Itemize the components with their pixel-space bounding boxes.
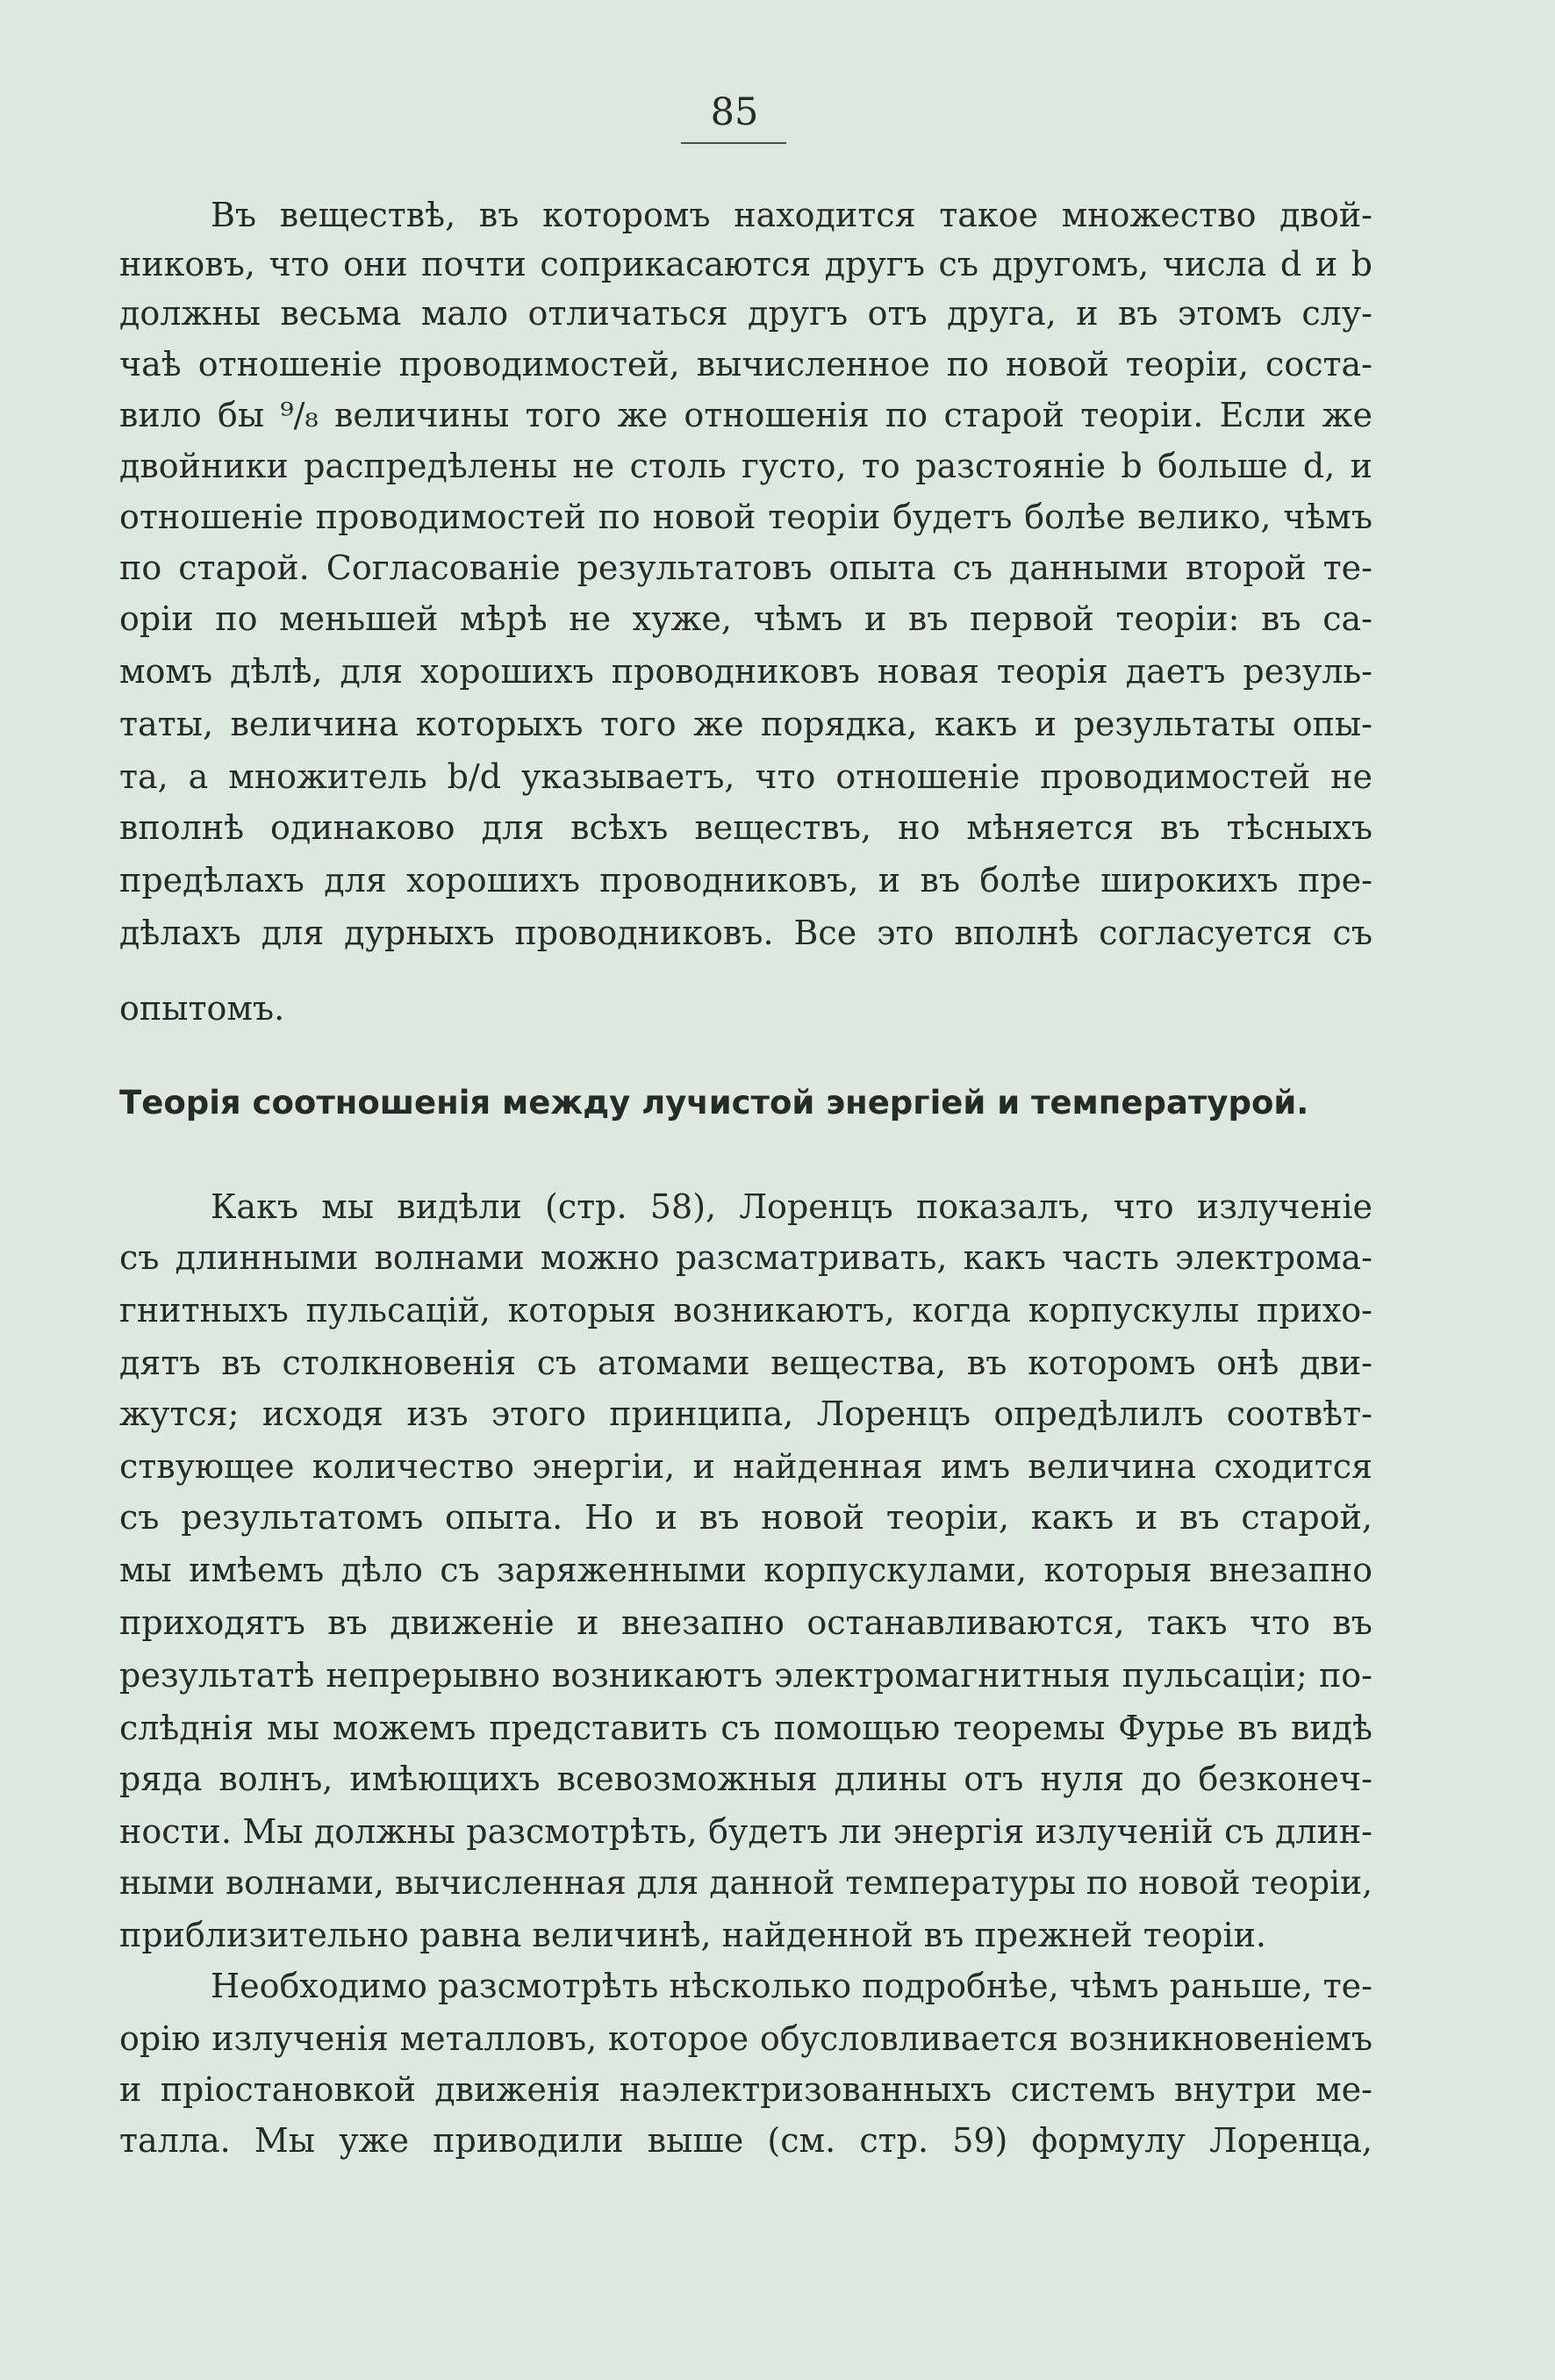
text-line: ряда волнъ, имѣющихъ всевозможныя длины отъ нуля до безконеч- [119, 1760, 1372, 1798]
text-line: слѣднія мы можемъ представить съ помощью теоремы Фурье въ видѣ [119, 1709, 1372, 1747]
text-line: мы имѣемъ дѣло съ заряженными корпускулами, которыя внезапно [119, 1551, 1372, 1589]
text-line: вполнѣ одинаково для всѣхъ веществъ, но мѣняется въ тѣсныхъ [119, 808, 1372, 847]
text-line: вило бы ⁹/₈ величины того же отношенія по старой теоріи. Если же [119, 396, 1372, 434]
text-line: дятъ въ столкновенія съ атомами вещества, въ которомъ онѣ дви- [119, 1344, 1372, 1382]
text-line: предѣлахъ для хорошихъ проводниковъ, и въ болѣе широкихъ пре- [119, 861, 1372, 900]
text-line: приблизительно равна величинѣ, найденной въ прежней теоріи. [119, 1916, 1267, 1954]
text-line: дѣлахъ для дурныхъ проводниковъ. Все это вполнѣ согласуется съ [119, 914, 1372, 952]
text-line: гнитныхъ пульсацій, которыя возникаютъ, когда корпускулы прихо- [119, 1291, 1372, 1330]
text-line: ными волнами, вычисленная для данной температуры по новой теоріи, [119, 1863, 1372, 1902]
text-line: съ результатомъ опыта. Но и въ новой теоріи, какъ и въ старой, [119, 1498, 1372, 1537]
text-line: момъ дѣлѣ, для хорошихъ проводниковъ новая теорія даетъ резуль- [119, 652, 1372, 691]
text-line: жутся; исходя изъ этого принципа, Лоренцъ опредѣлилъ соотвѣт- [119, 1394, 1372, 1433]
text-line: ности. Мы должны разсмотрѣть, будетъ ли энергія излученій съ длин- [119, 1812, 1372, 1851]
text-line: таты, величина которыхъ того же порядка, какъ и результаты опы- [119, 705, 1372, 743]
text-line: оріи по меньшей мѣрѣ не хуже, чѣмъ и въ первой теоріи: въ са- [119, 599, 1372, 638]
text-line: чаѣ отношеніе проводимостей, вычисленное по новой теоріи, соста- [119, 345, 1372, 384]
text-line: должны весьма мало отличаться другъ отъ друга, и въ этомъ слу- [119, 294, 1372, 333]
text-line: приходятъ въ движеніе и внезапно останавливаются, такъ что въ [119, 1603, 1372, 1642]
text-line: двойники распредѣлены не столь густо, то разстояніе b больше d, и [119, 447, 1372, 485]
page-number: 85 [710, 90, 759, 134]
text-line: орію излученія металловъ, которое обусловливается возникновеніемъ [119, 2019, 1372, 2058]
text-line: по старой. Согласованіе результатовъ опыта съ данными второй те- [119, 548, 1372, 587]
text-line: и пріостановкой движенія наэлектризованныхъ системъ внутри ме- [119, 2070, 1372, 2109]
text-line: Въ веществѣ, въ которомъ находится такое множество двой- [211, 196, 1372, 234]
text-line: ствующее количество энергіи, и найденная имъ величина сходится [119, 1447, 1372, 1486]
section-heading: Теорія соотношенія между лучистой энергіей и температурой. [119, 1084, 1309, 1122]
text-line: результатѣ непрерывно возникаютъ электромагнитныя пульсаціи; по- [119, 1656, 1372, 1695]
text-line: никовъ, что они почти соприкасаются другъ съ другомъ, числа d и b [119, 245, 1372, 283]
text-line: та, а множитель b/d указываетъ, что отношеніе проводимостей не [119, 757, 1372, 796]
page-number-rule [681, 142, 786, 144]
text-line: опытомъ. [119, 989, 285, 1028]
text-line: Какъ мы видѣли (стр. 58), Лоренцъ показалъ, что излученіе [211, 1187, 1372, 1226]
text-line: Необходимо разсмотрѣть нѣсколько подробнѣе, чѣмъ раньше, те- [211, 1967, 1372, 2005]
text-line: отношеніе проводимостей по новой теоріи будетъ болѣе велико, чѣмъ [119, 498, 1372, 536]
text-line: съ длинными волнами можно разсматривать, какъ часть электрома- [119, 1238, 1372, 1277]
text-line: талла. Мы уже приводили выше (см. стр. 59) формулу Лоренца, [119, 2121, 1372, 2160]
